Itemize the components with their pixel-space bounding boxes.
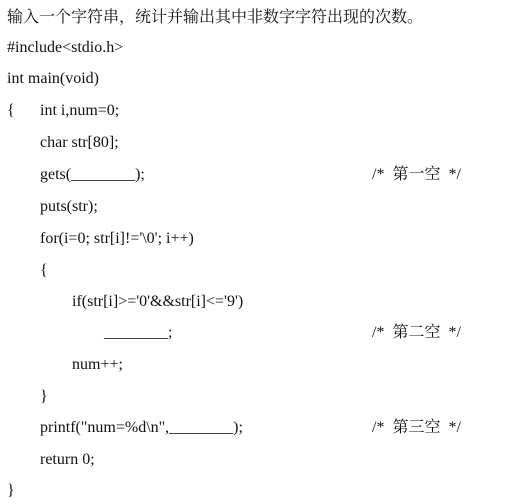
- comment-blank2: /* 第二空 */: [372, 324, 461, 341]
- code-line-declare-str: char str[80];: [40, 134, 119, 151]
- problem-title: 输入一个字符串，统计并输出其中非数字字符出现的次数。: [7, 9, 424, 26]
- code-line-for-close-brace: }: [40, 388, 48, 405]
- comment-blank3: /* 第三空 */: [372, 419, 461, 436]
- code-line-main: int main(void): [7, 70, 99, 87]
- code-line-for: for(i=0; str[i]!='\0'; i++): [40, 230, 194, 247]
- code-line-puts: puts(str);: [40, 198, 98, 215]
- code-line-close-brace: }: [7, 482, 15, 499]
- code-line-num-increment: num++;: [72, 356, 123, 373]
- code-line-if: if(str[i]>='0'&&str[i]<='9'): [72, 293, 244, 310]
- code-line-include: #include<stdio.h>: [7, 39, 124, 56]
- code-line-printf: printf("num=%d\n",________);: [40, 419, 243, 436]
- comment-blank1: /* 第一空 */: [372, 166, 461, 183]
- code-line-return: return 0;: [40, 451, 95, 468]
- code-line-open-brace: {: [7, 102, 15, 119]
- code-line-for-open-brace: {: [40, 262, 48, 279]
- code-line-gets: gets(________);: [40, 166, 145, 183]
- code-line-declare-int: int i,num=0;: [40, 102, 120, 119]
- code-line-blank2: ________;: [104, 324, 173, 341]
